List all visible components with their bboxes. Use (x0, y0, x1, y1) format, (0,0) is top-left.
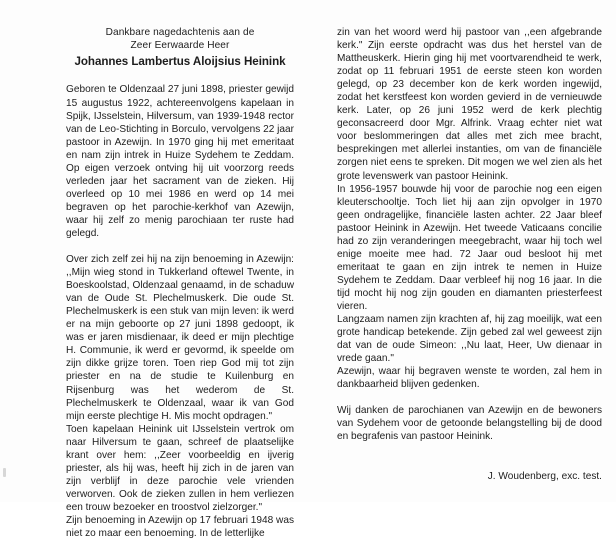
signature-line: J. Woudenberg, exc. test. (487, 470, 602, 482)
left-paragraph-4: Zijn benoeming in Azewijn op 17 februari 1948 was niet zo maar een benoeming. In de letterlijke (66, 515, 294, 540)
card-heading (66, 26, 294, 70)
right-paragraph-1: zin van het woord werd hij pastoor van ,,een afgebrande kerk." Zijn eerste opdracht was dus het herstel van de Mattheuskerk. Hierin ging hij met voortvarendheid te werk, zodat op 11 februari 1951 de eerste steen kon worden gelegd, op 23 december kon de kerk worden ingewijd, zodat het kerstfeest kon worden gevierd in de vernieuwde kerk. Later, op 26 juni 1952 werd de kerk plechtig geconsacreerd door Mgr. Alfrink. Vraag echter niet wat voor beslommeringen dat alles met zich mee bracht, besprekingen met allerlei instanties, om van de financiële zorgen niet eens te spreken. Dit mogen we wel zien als het grote levenswerk van pastoor Heinink. (337, 27, 602, 182)
heading-line-2: Zeer Eerwaarde Heer (130, 40, 230, 52)
heading-line-1: Dankbare nagedachtenis aan de (105, 27, 255, 38)
right-paragraph-2: In 1956-1957 bouwde hij voor de parochie nog een eigen kleuterschooltje. Toch liet hij aan zijn opvolger in 1970 geen ondragelijke, financiële lasten achter. 22 Jaar bleef pastoor Heinink in Azewijn. Het tweede Vaticaans concilie had zo zijn veranderingen meegebracht, waar hij toch wel enige moeite mee had. 72 Jaar oud besloot hij met emeritaat te gaan en zijn intrek te nemen in Huize Sydehem te Zeddam. Daar verbleef hij nog 16 jaar. In die tijd mocht hij nog zijn gouden en diamanten priesterfeest vieren. (337, 183, 602, 312)
deceased-name: Johannes Lambertus Aloijsius Heinink (74, 55, 286, 69)
right-column (337, 0, 602, 483)
left-paragraph-1: Geboren te Oldenzaal 27 juni 1898, priester gewijd 15 augustus 1922, achtereenvolgens kapelaan in Spijk, IJsselstein, Hilversum, van 1939-1948 rector van de Leo-Stichting in Borculo, vervolgens 22 jaar pastoor in Azewijn. In 1970 ging hij met emeritaat en nam zijn intrek in Huize Sydehem te Zeddam. Op eigen verzoek ontving hij uit voorzorg reeds verleden jaar het sacrament van de zieken. Hij overleed op 10 mei 1986 en werd op 14 mei begraven op het parochie-kerkhof van Azewijn, waar hij zelf zo menig parochiaan ter ruste had gelegd. (66, 84, 294, 239)
right-paragraph-4: Azewijn, waar hij begraven wenste te worden, zal hem in dankbaarheid blijven gedenken. (337, 366, 602, 391)
left-paragraph-2: Over zich zelf zei hij na zijn benoeming in Azewijn: ,,Mijn wieg stond in Tukkerland oftewel Twente, in Boeskoolstad, Oldenzaal genaamd, in de schaduw van de Oude St. Plechelmuskerk. Die oude St. Plechelmuskerk is een stuk van mijn leven: ik werd er na mijn geboorte op 27 juni 1898 gedoopt, ik was er jaren misdienaar, ik deed er mijn plechtige H. Communie, ik werd er gevormd, ik speelde om zijn dikke grijze toren. Toen riep God mij tot zijn priester en na de studie te Kuilenburg en Rijsenburg was het wederom de St. Plechelmuskerk te Oldenzaal, waar ik van God mijn eerste plechtige H. Mis mocht opdragen." (66, 254, 294, 422)
left-column (66, 0, 294, 540)
right-paragraph-5: Wij danken de parochianen van Azewijn en de bewoners van Sydehem voor de getoonde belangstelling bij de dood en begrafenis van pastoor Heinink. (337, 405, 602, 443)
left-paragraph-3: Toen kapelaan Heinink uit IJsselstein vertrok om naar Hilversum te gaan, schreef de plaatselijke krant over hem: ,,Zeer voorbeeldig en ijverig priester, als hij was, heeft hij zich in de jaren van zijn verblijf in deze parochie vele vrienden verworven. Ook de zieken zullen in hem verliezen een trouw bezoeker en troostvol zielzorger." (66, 423, 294, 513)
right-paragraph-3: Langzaam namen zijn krachten af, hij zag moeilijk, wat een grote handicap betekende. Zijn gebed zal wel geweest zijn dat van de oude Simeon: ,,Nu laat, Heer, Uw dienaar in vrede gaan." (337, 314, 602, 365)
